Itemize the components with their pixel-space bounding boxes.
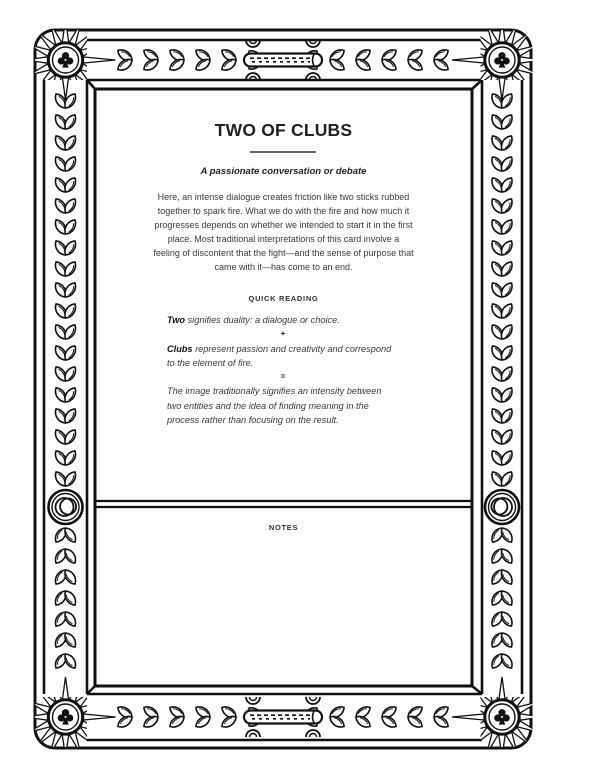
crescent-moon-icon [485, 490, 519, 524]
quick-reading-suit [167, 342, 399, 356]
description-line: feeling of discontent that the fight—and the sense of purpose that [153, 248, 414, 258]
quick-reading-heading: QUICK READING [248, 294, 319, 303]
stick-icon [244, 711, 322, 724]
left-laurel-band [44, 90, 87, 673]
crescent-moon-icon [49, 490, 83, 524]
card-description [95, 190, 472, 274]
card-subtitle: A passionate conversation or debate [200, 166, 367, 177]
description-line: progresses depends on whether we intended to start it in the first [154, 220, 413, 230]
description-line: place. Most traditional interpretations of this card involve a [167, 234, 400, 244]
result-line: The image traditionally signifies an intensity between [167, 386, 382, 397]
description-line: together to spark fire. What we do with the fire and how much it [157, 206, 410, 216]
number-meaning: signifies duality: a dialogue or choice. [185, 315, 340, 325]
suit-meaning-continued: to the element of fire. [167, 357, 254, 368]
quick-reading-list [167, 313, 399, 427]
result-line: process rather than focusing on the result. [167, 415, 339, 426]
title-underline [250, 151, 316, 153]
notes-heading: NOTES [268, 523, 299, 532]
description-line: Here, an intense dialogue creates friction like two sticks rubbed [157, 192, 410, 202]
number-term: Two [167, 315, 186, 325]
notes-area [98, 540, 469, 683]
equals-operator: = [280, 372, 286, 382]
description-line: came with it—has come to an end. [214, 262, 353, 272]
right-laurel-band [481, 90, 524, 673]
suit-meaning: represent passion and creativity and correspond [192, 343, 392, 354]
quick-reading-number [167, 313, 399, 327]
suit-term: Clubs [167, 343, 193, 354]
plus-operator: + [280, 329, 286, 339]
stick-icon [244, 54, 322, 67]
card-title: TWO OF CLUBS [214, 120, 353, 140]
result-line: two entities and the idea of finding meaning in the [167, 400, 369, 411]
